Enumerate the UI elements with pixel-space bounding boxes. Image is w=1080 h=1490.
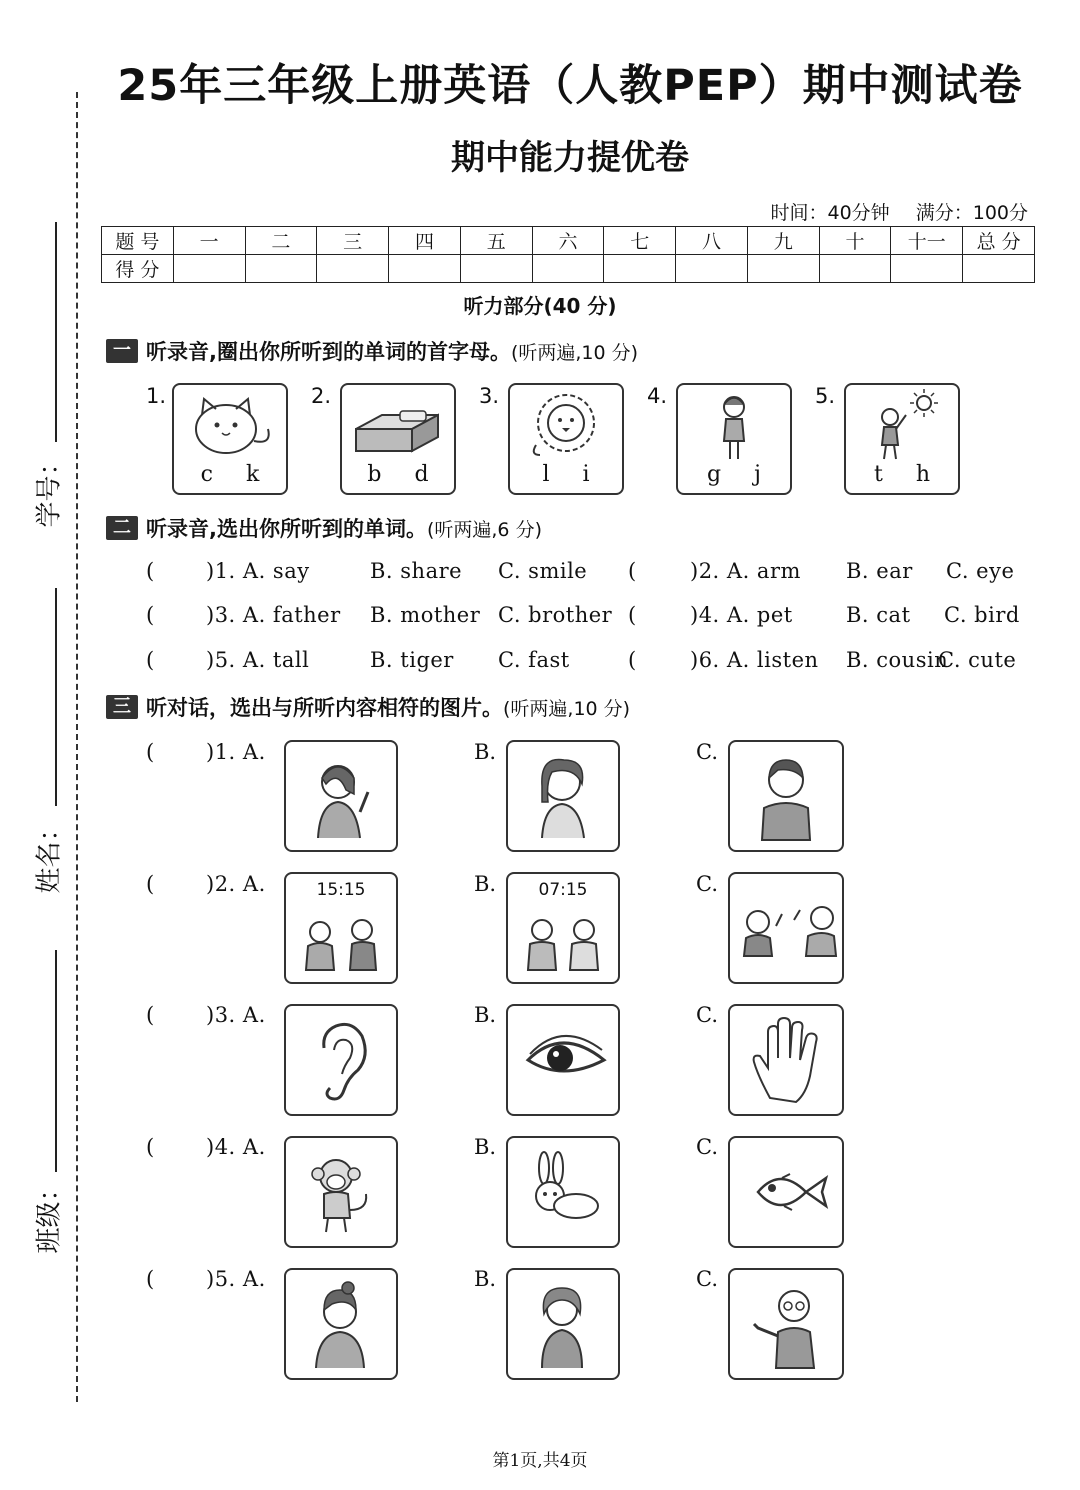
q2-option-a[interactable]: )2. A. arm [690, 559, 801, 583]
boy-icon [730, 742, 842, 850]
score-cell[interactable] [604, 255, 676, 283]
score-cell[interactable] [747, 255, 819, 283]
clock-time-b: 07:15 [538, 880, 588, 900]
q3-picture-a[interactable] [284, 872, 398, 984]
score-cell[interactable] [676, 255, 748, 283]
girl-icon [678, 385, 790, 465]
time-limit: 时间：40分钟 [770, 202, 890, 224]
q1-picture-box [844, 383, 960, 495]
score-cell[interactable] [963, 255, 1035, 283]
binding-dashed-line [76, 92, 78, 1402]
cat-icon [174, 385, 286, 465]
score-header-cell: 五 [460, 227, 532, 255]
score-cell[interactable] [460, 255, 532, 283]
q1-item-number: 4. [647, 384, 668, 408]
q3-option-b-label: B. [474, 1135, 497, 1159]
q3-picture-b[interactable] [506, 1004, 620, 1116]
id-underline [55, 222, 57, 442]
score-table [101, 226, 1035, 283]
q2-option-a[interactable]: )4. A. pet [690, 603, 793, 627]
answer-blank[interactable]: ( [146, 603, 155, 627]
hand-icon [730, 1006, 842, 1114]
answer-blank[interactable]: ( [146, 1135, 155, 1159]
q3-option-c-label: C. [696, 1267, 718, 1291]
class-label: 班级： [34, 1175, 65, 1254]
score-cell[interactable] [389, 255, 461, 283]
answer-blank[interactable]: ( [146, 872, 155, 896]
q2-option-b[interactable]: B. cousin [846, 648, 949, 672]
score-header-cell: 一 [173, 227, 245, 255]
q2-option-c[interactable]: C. bird [944, 603, 1020, 627]
grandfather-icon [730, 1270, 842, 1378]
q3-picture-a[interactable] [284, 1136, 398, 1248]
student-name-label: 姓名： [34, 815, 65, 894]
grandmother-icon [508, 1270, 618, 1378]
q2-option-a[interactable]: )6. A. listen [690, 648, 819, 672]
score-header-cell: 三 [317, 227, 389, 255]
answer-blank[interactable]: ( [628, 648, 637, 672]
lion-icon [510, 385, 622, 465]
q2-note: (听两遍,6 分) [426, 518, 542, 541]
q1-instruction: 听录音,圈出你所听到的单词的首字母。 [146, 340, 511, 364]
q3-heading [106, 692, 630, 722]
q2-option-a[interactable]: )3. A. father [206, 603, 341, 627]
score-header-cell: 总 分 [963, 227, 1035, 255]
score-cell[interactable] [532, 255, 604, 283]
class-underline [55, 950, 57, 1172]
q2-instruction: 听录音,选出你所听到的单词。 [146, 517, 427, 541]
score-cell[interactable] [819, 255, 891, 283]
page-title: 25年三年级上册英语（人教PEP）期中测试卷 [117, 61, 1023, 111]
q3-picture-a[interactable] [284, 740, 398, 852]
q2-heading [106, 513, 542, 543]
q3-picture-c[interactable] [728, 1004, 844, 1116]
listening-section-heading: 听力部分(40 分) [463, 294, 617, 318]
q2-option-c[interactable]: C. cute [938, 648, 1017, 672]
afternoon-greeting-icon [286, 874, 396, 982]
answer-blank[interactable]: ( [146, 1003, 155, 1027]
answer-blank[interactable]: ( [146, 1267, 155, 1291]
answer-blank[interactable]: ( [628, 559, 637, 583]
hot-sun-icon [846, 385, 958, 465]
rabbit-icon [508, 1138, 618, 1246]
q3-option-a-label: )1. A. [206, 740, 266, 764]
q1-note: (听两遍,10 分) [510, 341, 639, 364]
q3-picture-b[interactable] [506, 1136, 620, 1248]
score-header-cell: 九 [747, 227, 819, 255]
q1-letter-options[interactable]: b d [367, 462, 429, 487]
score-header-cell: 十一 [891, 227, 963, 255]
q2-option-c[interactable]: C. smile [498, 559, 588, 583]
clock-time-a: 15:15 [316, 880, 366, 900]
score-header-cell: 六 [532, 227, 604, 255]
bed-icon [342, 385, 454, 465]
q1-picture-box [172, 383, 288, 495]
q3-option-b-label: B. [474, 1267, 497, 1291]
q3-option-a-label: )2. A. [206, 872, 266, 896]
q2-option-c[interactable]: C. brother [498, 603, 613, 627]
q3-option-b-label: B. [474, 740, 497, 764]
q3-instruction: 听对话，选出与所听内容相符的图片。 [146, 696, 503, 720]
score-header-cell: 二 [245, 227, 317, 255]
score-table-score-row [102, 255, 1035, 283]
answer-blank[interactable]: ( [628, 603, 637, 627]
q1-picture-box [676, 383, 792, 495]
answer-blank[interactable]: ( [146, 740, 155, 764]
q3-picture-c[interactable] [728, 872, 844, 984]
full-score: 满分：100分 [915, 202, 1028, 224]
score-header-cell: 题 号 [102, 227, 174, 255]
girl-waving-icon [286, 742, 396, 850]
ear-icon [286, 1006, 396, 1114]
q2-option-b[interactable]: B. tiger [370, 648, 454, 672]
q1-heading [106, 336, 638, 366]
q2-option-c[interactable]: C. eye [946, 559, 1015, 583]
morning-greeting-icon [508, 874, 618, 982]
eye-icon [508, 1006, 618, 1114]
q3-option-b-label: B. [474, 1003, 497, 1027]
score-cell[interactable] [317, 255, 389, 283]
q1-letter-options[interactable]: c k [200, 462, 260, 487]
q2-option-b[interactable]: B. mother [370, 603, 481, 627]
q3-picture-b[interactable] [506, 1268, 620, 1380]
q3-option-a-label: )3. A. [206, 1003, 266, 1027]
q3-note: (听两遍,10 分) [503, 697, 631, 720]
q3-option-c-label: C. [696, 1003, 718, 1027]
q3-badge: 三 [106, 695, 138, 719]
score-header-cell: 七 [604, 227, 676, 255]
q1-picture-box [340, 383, 456, 495]
score-header-cell: 八 [676, 227, 748, 255]
score-cell[interactable] [245, 255, 317, 283]
q3-option-c-label: C. [696, 1135, 718, 1159]
q2-option-b[interactable]: B. cat [846, 603, 911, 627]
q1-letter-options[interactable]: g j [707, 462, 761, 487]
q3-option-b-label: B. [474, 872, 497, 896]
score-header-cell: 四 [389, 227, 461, 255]
answer-blank[interactable]: ( [146, 648, 155, 672]
page-subtitle: 期中能力提优卷 [451, 138, 689, 178]
monkey-icon [286, 1138, 396, 1246]
name-underline [55, 588, 57, 806]
q2-option-b[interactable]: B. share [370, 559, 463, 583]
q3-option-a-label: )5. A. [206, 1267, 266, 1291]
q1-item-number: 1. [146, 384, 167, 408]
q3-picture-b[interactable] [506, 872, 620, 984]
q3-picture-c[interactable] [728, 1136, 844, 1248]
q3-picture-a[interactable] [284, 1004, 398, 1116]
q3-picture-c[interactable] [728, 740, 844, 852]
q3-option-a-label: )4. A. [206, 1135, 266, 1159]
score-table-header-row [102, 227, 1035, 255]
q2-option-b[interactable]: B. ear [846, 559, 913, 583]
score-cell[interactable] [891, 255, 963, 283]
q1-letter-options[interactable]: l i [542, 462, 590, 487]
q2-badge: 二 [106, 516, 138, 540]
score-cell[interactable] [173, 255, 245, 283]
q3-option-c-label: C. [696, 740, 718, 764]
q1-letter-options[interactable]: t h [873, 462, 930, 487]
q2-option-a[interactable]: )5. A. tall [206, 648, 310, 672]
student-id-label: 学号： [34, 449, 65, 528]
fish-icon [730, 1138, 842, 1246]
q1-item-number: 3. [479, 384, 500, 408]
q1-picture-box [508, 383, 624, 495]
mother-icon [286, 1270, 396, 1378]
answer-blank[interactable]: ( [146, 559, 155, 583]
q2-option-a[interactable]: )1. A. say [206, 559, 310, 583]
girl-smiling-icon [508, 742, 618, 850]
page-footer: 第1页,共4页 [492, 1451, 588, 1471]
q3-option-c-label: C. [696, 872, 718, 896]
q1-item-number: 5. [815, 384, 836, 408]
q1-badge: 一 [106, 339, 138, 363]
exam-meta [751, 198, 1029, 225]
q1-item-number: 2. [311, 384, 332, 408]
q3-picture-b[interactable] [506, 740, 620, 852]
q3-picture-a[interactable] [284, 1268, 398, 1380]
q3-picture-c[interactable] [728, 1268, 844, 1380]
waving-goodbye-icon [730, 874, 842, 982]
q2-option-c[interactable]: C. fast [498, 648, 570, 672]
score-header-cell: 十 [819, 227, 891, 255]
score-row-label: 得 分 [102, 255, 174, 283]
